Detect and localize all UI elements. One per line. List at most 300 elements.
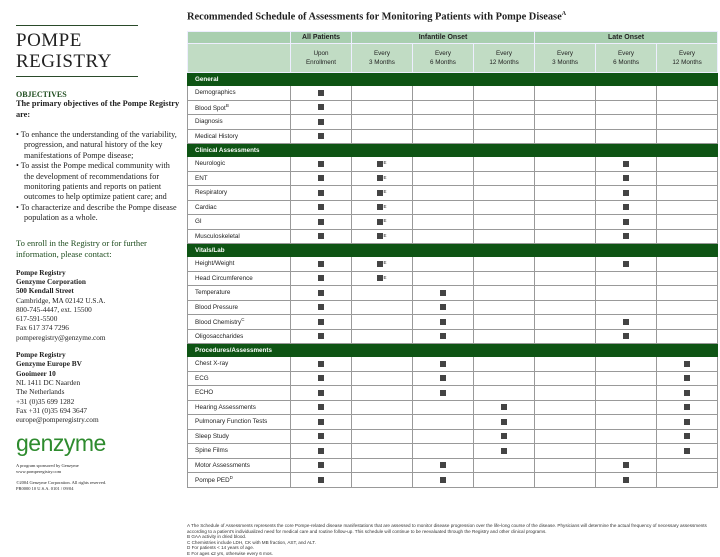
schedule-cell [596,415,657,430]
address-line[interactable]: europe@pomperegistry.com [16,415,99,425]
address-line: Genzyme Corporation [16,276,86,286]
assessment-name: Neurologic [195,160,226,168]
assessment-name: Respiratory [195,189,228,197]
schedule-cell [352,386,413,401]
schedule-cell [596,458,657,473]
schedule-cell [596,86,657,101]
schedule-cell [474,458,535,473]
schedule-cell [413,400,474,415]
marker-footnote: E [383,174,387,180]
scheduled-marker [501,433,507,439]
scheduled-marker [684,361,690,367]
schedule-cell [413,473,474,488]
schedule-cell [352,215,413,230]
schedule-cell [352,315,413,330]
schedule-cell [535,86,596,101]
assessment-row [188,171,718,186]
address-line: +31 (0)35 699 1282 [16,396,75,406]
frequency-line: 6 Months [430,59,456,66]
schedule-cell [474,473,535,488]
schedule-cell [535,129,596,144]
scheduled-marker [623,219,629,225]
footnote-ref: C [241,317,245,323]
schedule-cell [352,300,413,315]
scheduled-marker [318,361,324,367]
schedule-cell [535,415,596,430]
scheduled-marker [318,290,324,296]
schedule-cell [657,400,718,415]
schedule-cell [657,315,718,330]
schedule-cell [535,315,596,330]
doc-code: PR0000 10 U.S.A. 0101 / 09/04 [16,485,74,491]
schedule-cell [657,415,718,430]
assessment-row [188,157,718,172]
scheduled-marker [318,233,324,239]
schedule-cell [291,186,352,201]
schedule-cell [535,186,596,201]
schedule-cell [291,100,352,115]
assessment-label [188,415,291,430]
schedule-cell [291,286,352,301]
schedule-cell [596,115,657,130]
assessment-row [188,371,718,386]
frequency-line: 12 Months [672,59,702,66]
schedule-cell [291,115,352,130]
schedule-cell [413,444,474,459]
schedule-cell [291,357,352,372]
schedule-cell [535,100,596,115]
schedule-cell [413,458,474,473]
assessment-label [188,129,291,144]
assessment-row [188,329,718,344]
schedule-cell [657,429,718,444]
schedule-cell [474,129,535,144]
schedule-cell [474,271,535,286]
frequency-line: 6 Months [613,59,639,66]
scheduled-marker [623,261,629,267]
assessment-row [188,215,718,230]
divider [16,25,138,26]
frequency-line: 3 Months [552,59,578,66]
scheduled-marker [501,448,507,454]
frequency-header-row [188,44,718,73]
assessment-label [188,86,291,101]
objectives-list [16,130,181,224]
schedule-cell [352,329,413,344]
frequency-line: 3 Months [369,59,395,66]
assessment-row [188,429,718,444]
address-line: Fax +31 (0)35 694 3647 [16,405,87,415]
address-line: 500 Kendall Street [16,286,74,296]
schedule-cell [413,286,474,301]
section-header: Vitals/Lab [188,244,718,257]
scheduled-marker [440,319,446,325]
schedule-cell [596,371,657,386]
schedule-cell [413,100,474,115]
schedule-cell [657,286,718,301]
schedule-cell [413,186,474,201]
marker-footnote: E [383,218,387,224]
scheduled-marker [318,433,324,439]
address-line: 617-591-5500 [16,314,58,324]
assessment-row [188,473,718,488]
us-address [16,268,181,342]
schedule-cell [535,286,596,301]
frequency-line: 12 Months [489,59,519,66]
objective-item: • To assist the Pompe medical community with the development of recommendations for monitoring patients and reports on patient outcomes to help optimize patient care; and [16,161,181,203]
schedule-cell [291,171,352,186]
address-line: Fax 617 374 7296 [16,323,69,333]
schedule-cell [596,129,657,144]
group-header-row [188,32,718,44]
schedule-cell [291,329,352,344]
scheduled-marker [318,104,324,110]
assessment-name: Spine Films [195,447,228,455]
schedule-cell [535,357,596,372]
schedule-cell [657,215,718,230]
schedule-cell [657,357,718,372]
assessment-label [188,186,291,201]
assessment-label [188,286,291,301]
schedule-cell [657,157,718,172]
scheduled-marker [318,404,324,410]
scheduled-marker [684,375,690,381]
assessment-label [188,458,291,473]
scheduled-marker [623,175,629,181]
genzyme-logo: genzyme [16,430,106,457]
scheduled-marker [318,319,324,325]
assessment-name: Musculoskeletal [195,232,240,240]
frequency-line: Every [434,50,452,57]
schedule-cell [291,315,352,330]
marker-footnote: E [383,203,387,209]
schedule-cell [291,86,352,101]
scheduled-marker [318,419,324,425]
schedule-cell [596,171,657,186]
assessment-row [188,400,718,415]
frequency-line: Every [617,50,635,57]
assessment-row [188,86,718,101]
group-header: All Patients [291,32,352,44]
schedule-cell [474,229,535,244]
scheduled-marker [623,204,629,210]
scheduled-marker [440,361,446,367]
assessment-name: Pompe PED [195,477,230,485]
schedule-cell [657,444,718,459]
assessment-label [188,157,291,172]
corner-cell [188,44,291,73]
schedule-cell [474,286,535,301]
assessment-label [188,171,291,186]
objective-item: • To enhance the understanding of the variability, progression, and natural history of the key manifestations of Pompe disease; [16,130,181,161]
scheduled-marker [440,333,446,339]
scheduled-marker [318,462,324,468]
schedule-cell [352,186,413,201]
schedule-cell [596,300,657,315]
title-footnote-ref: A [561,11,567,17]
assessment-name: Blood Spot [195,104,226,112]
website-link[interactable]: www.pomperegistry.com [16,468,62,474]
schedule-cell [352,129,413,144]
scheduled-marker [501,404,507,410]
scheduled-marker [623,190,629,196]
schedule-cell [413,229,474,244]
assessment-row [188,415,718,430]
schedule-cell [596,386,657,401]
assessment-label [188,315,291,330]
schedule-cell [474,115,535,130]
assessment-label [188,100,291,115]
assessment-name: Oligosaccharides [195,332,244,340]
schedule-cell [596,257,657,272]
assessment-row [188,257,718,272]
scheduled-marker [684,390,690,396]
schedule-cell [413,200,474,215]
frequency-line: Every [556,50,574,57]
schedule-cell [535,444,596,459]
registry-sidebar [16,25,181,491]
scheduled-marker [318,333,324,339]
address-line: The Netherlands [16,387,65,397]
scheduled-marker [684,404,690,410]
assessment-row [188,129,718,144]
group-header: Late Onset [535,32,718,44]
schedule-cell [474,157,535,172]
objective-item: • To characterize and describe the Pompe disease population as a whole. [16,203,181,224]
footnote-ref: B [225,102,229,108]
schedule-cell [657,115,718,130]
assessment-label [188,271,291,286]
schedule-cell [657,86,718,101]
assessment-row [188,286,718,301]
europe-address [16,350,181,424]
schedule-cell [657,473,718,488]
registry-title [16,30,181,72]
schedule-cell [413,371,474,386]
scheduled-marker [623,319,629,325]
frequency-line: Every [373,50,391,57]
schedule-cell [657,229,718,244]
assessment-name: Temperature [195,289,231,297]
scheduled-marker [440,477,446,483]
assessment-name: GI [195,218,202,226]
schedule-cell [596,400,657,415]
schedule-cell [657,271,718,286]
assessment-label [188,400,291,415]
address-line[interactable]: pomperegistry@genzyme.com [16,332,106,342]
address-line: Gooimeer 10 [16,368,56,378]
schedule-cell [352,444,413,459]
scheduled-marker [318,161,324,167]
schedule-cell [596,329,657,344]
assessment-name: Sleep Study [195,432,229,440]
schedule-cell [657,371,718,386]
schedule-cell [535,257,596,272]
schedule-cell [291,157,352,172]
assessment-name: Hearing Assessments [195,403,256,411]
scheduled-marker [440,462,446,468]
schedule-cell [535,229,596,244]
address-line: NL 1411 DC Naarden [16,377,81,387]
schedule-cell [413,129,474,144]
schedule-cell [596,286,657,301]
schedule-cell [657,300,718,315]
schedule-cell [352,171,413,186]
schedule-cell [474,371,535,386]
footnote: B GAA activity in dried blood. [187,534,247,540]
schedule-cell [535,429,596,444]
schedule-cell [352,257,413,272]
schedule-cell [657,171,718,186]
schedule-cell [413,215,474,230]
schedule-cell [535,386,596,401]
scheduled-marker [440,304,446,310]
schedule-cell [535,400,596,415]
footnote: D For patients < 14 years of age. [187,545,255,551]
group-header: Infantile Onset [352,32,535,44]
scheduled-marker [318,133,324,139]
title-text: Recommended Schedule of Assessments for Monitoring Patients with Pompe Disease [187,11,562,23]
schedule-cell [535,371,596,386]
assessment-schedule-table [187,31,718,488]
schedule-cell [291,400,352,415]
schedule-cell [596,444,657,459]
schedule-cell [596,157,657,172]
assessment-name: Medical History [195,132,239,140]
scheduled-marker [623,233,629,239]
schedule-cell [352,286,413,301]
schedule-cell [657,329,718,344]
assessment-row [188,444,718,459]
footnote: A The Schedule of Assessments represents the core Pompe-related disease manifestations that are assessed to monitor disease progression over the life-long course of the disease. Physicians will determine the actual frequency of necessary assessments according to a patient's individualized need for medical care and routine follow-up. This schedule will continue to be reevaluated through the Registry and other clinical programs. [187,523,707,534]
schedule-cell [474,100,535,115]
schedule-cell [413,357,474,372]
schedule-cell [352,458,413,473]
assessment-name: Demographics [195,89,236,97]
schedule-cell [291,386,352,401]
schedule-cell [596,215,657,230]
schedule-cell [413,386,474,401]
footnote-ref: D [229,475,233,481]
schedule-cell [352,400,413,415]
address-line: 800-745-4447, ext. 15500 [16,304,92,314]
objectives-heading: OBJECTIVES [16,90,67,99]
schedule-cell [474,429,535,444]
assessment-label [188,257,291,272]
schedule-cell [596,100,657,115]
scheduled-marker [318,477,324,483]
marker-footnote: E [383,260,387,266]
assessment-name: Cardiac [195,203,217,211]
assessment-row [188,386,718,401]
scheduled-marker [440,375,446,381]
assessment-label [188,473,291,488]
schedule-cell [535,300,596,315]
assessment-name: Height/Weight [195,260,235,268]
section-header: Procedures/Assessments [188,344,718,357]
assessment-label [188,357,291,372]
schedule-cell [291,215,352,230]
schedule-cell [474,415,535,430]
schedule-cell [535,329,596,344]
schedule-cell [657,100,718,115]
scheduled-marker [318,275,324,281]
assessment-row [188,315,718,330]
section-header: General [188,73,718,86]
scheduled-marker [318,304,324,310]
marker-footnote: E [383,232,387,238]
scheduled-marker [318,219,324,225]
marker-footnote: E [383,189,387,195]
schedule-cell [413,257,474,272]
schedule-cell [291,129,352,144]
schedule-cell [352,473,413,488]
schedule-cell [596,429,657,444]
scheduled-marker [318,390,324,396]
schedule-cell [535,473,596,488]
assessment-label [188,215,291,230]
schedule-cell [352,429,413,444]
assessment-name: ECHO [195,389,214,397]
schedule-cell [474,300,535,315]
scheduled-marker [684,433,690,439]
frequency-header [474,44,535,73]
schedule-title [187,11,566,22]
assessment-name: Blood Pressure [195,303,239,311]
schedule-cell [474,315,535,330]
schedule-cell [291,458,352,473]
scheduled-marker [684,419,690,425]
schedule-cell [352,86,413,101]
schedule-cell [352,100,413,115]
schedule-cell [413,429,474,444]
section-row [188,244,718,257]
assessment-name: Head Circumference [195,274,253,282]
scheduled-marker [501,419,507,425]
schedule-cell [291,300,352,315]
schedule-cell [596,271,657,286]
schedule-cell [657,458,718,473]
assessment-name: Blood Chemistry [195,319,242,327]
schedule-cell [474,257,535,272]
schedule-cell [474,200,535,215]
schedule-cell [535,271,596,286]
schedule-cell [413,329,474,344]
schedule-cell [474,86,535,101]
sponsor-note [16,463,181,474]
assessment-label [188,200,291,215]
schedule-cell [413,300,474,315]
assessment-label [188,444,291,459]
schedule-cell [413,157,474,172]
scheduled-marker [623,462,629,468]
schedule-cell [474,186,535,201]
footnote: E For ages ≤2 yrs, otherwise every 6 mos. [187,550,274,556]
marker-footnote: E [383,160,387,166]
schedule-cell [413,86,474,101]
assessment-name: Pulmonary Function Tests [195,418,268,426]
assessment-label [188,115,291,130]
sponsor-text: A program sponsored by Genzyme [16,463,79,469]
objectives-intro: The primary objectives of the Pompe Registry are: [16,99,180,119]
assessment-name: Diagnosis [195,118,223,126]
frequency-header [352,44,413,73]
assessment-row [188,115,718,130]
scheduled-marker [318,204,324,210]
frequency-line: Every [678,50,696,57]
contact-heading: To enroll in the Registry or for further information, please contact: [16,237,147,259]
assessment-label [188,300,291,315]
